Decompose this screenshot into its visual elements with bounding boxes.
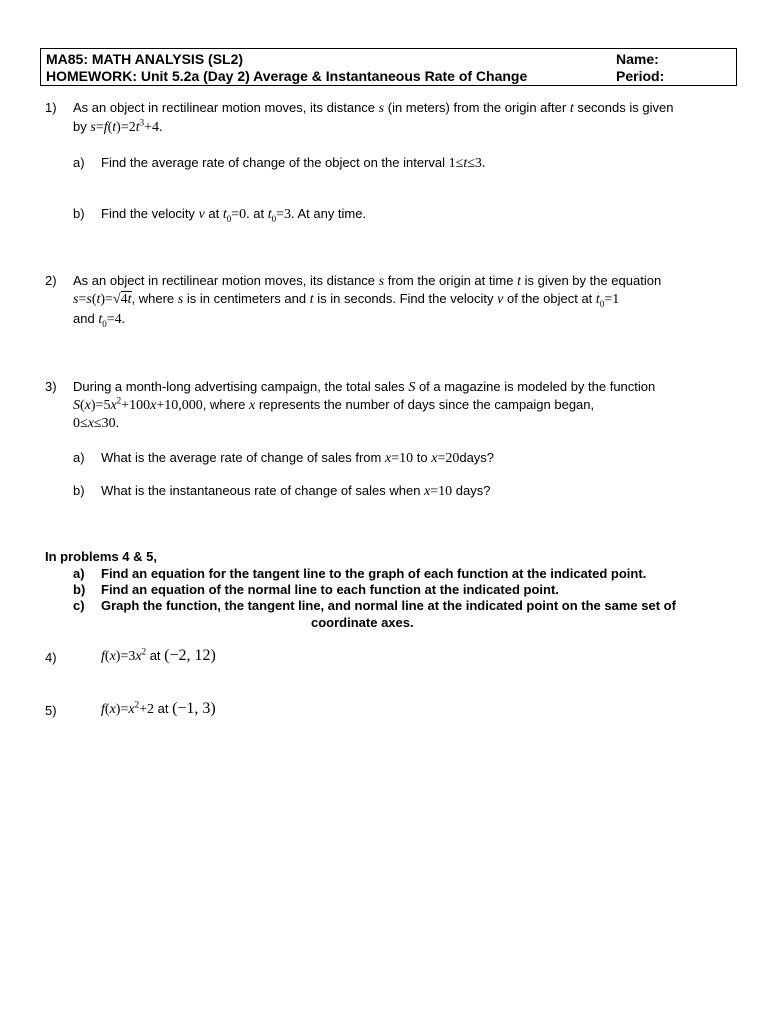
problem-4-text: $f(x)=3x^2$ at (−2, 12) — [101, 646, 216, 664]
problem-3a-label: a) — [73, 450, 85, 465]
problem-4-number: 4) — [45, 650, 57, 665]
instruction-c-continued: coordinate axes. — [311, 615, 414, 630]
header-box — [40, 48, 737, 86]
problem-1b-label: b) — [73, 206, 85, 221]
instruction-b-label: b) — [73, 582, 86, 597]
problem-3-line-2: $S(x)=5x^2+100x+10,000$, where x represents the number of days since the campaign began, — [73, 395, 595, 413]
problem-2-line-2: s=s(t)=√4t, where s is in centimeters and t is in seconds. Find the velocity v of the object at $t_0=1$ — [73, 291, 620, 309]
instruction-a-text: Find an equation for the tangent line to the graph of each function at the indicated point. — [101, 566, 647, 581]
instruction-c-text: Graph the function, the tangent line, and normal line at the indicated point on the same set of — [101, 598, 676, 613]
problem-2-line-3: and $t_0=4$. — [73, 311, 126, 329]
problem-1a-label: a) — [73, 155, 85, 170]
problems-4-5-intro: In problems 4 & 5, — [45, 549, 157, 564]
instruction-b-text: Find an equation of the normal line to each function at the indicated point. — [101, 582, 559, 597]
problem-3-line-1: During a month-long advertising campaign, the total sales S of a magazine is modeled by the function — [73, 379, 656, 395]
instruction-a-label: a) — [73, 566, 85, 581]
problem-3-number: 3) — [45, 379, 57, 394]
problem-3b-label: b) — [73, 483, 85, 498]
problem-1-line-1: As an object in rectilinear motion moves, its distance s (in meters) from the origin after t seconds is given — [73, 100, 674, 116]
homework-title: HOMEWORK: Unit 5.2a (Day 2) Average & Instantaneous Rate of Change — [46, 68, 528, 84]
problem-2-number: 2) — [45, 273, 57, 288]
problem-1b-text: Find the velocity v at $t_0=0$. at $t_0=3$. At any time. — [101, 206, 367, 224]
problem-3-line-3: 0≤x≤30. — [73, 416, 120, 431]
problem-1-number: 1) — [45, 100, 57, 115]
instruction-c-label: c) — [73, 598, 85, 613]
problem-5-text: $f(x)=x^2+2$ at (−1, 3) — [101, 699, 216, 717]
problem-2-line-1: As an object in rectilinear motion moves, its distance s from the origin at time t is given by the equation — [73, 273, 662, 289]
problem-1-line-2: by $s=f(t)=2t^3+4$. — [73, 117, 163, 135]
period-label: Period: — [616, 68, 665, 84]
problem-1a-text: Find the average rate of change of the object on the interval 1≤t≤3. — [101, 155, 486, 171]
course-title: MA85: MATH ANALYSIS (SL2) — [46, 51, 244, 67]
problem-5-number: 5) — [45, 703, 57, 718]
problem-3a-text: What is the average rate of change of sales from x=10 to x=20days? — [101, 450, 495, 466]
name-label: Name: — [616, 51, 659, 67]
problem-3b-text: What is the instantaneous rate of change of sales when x=10 days? — [101, 483, 491, 499]
